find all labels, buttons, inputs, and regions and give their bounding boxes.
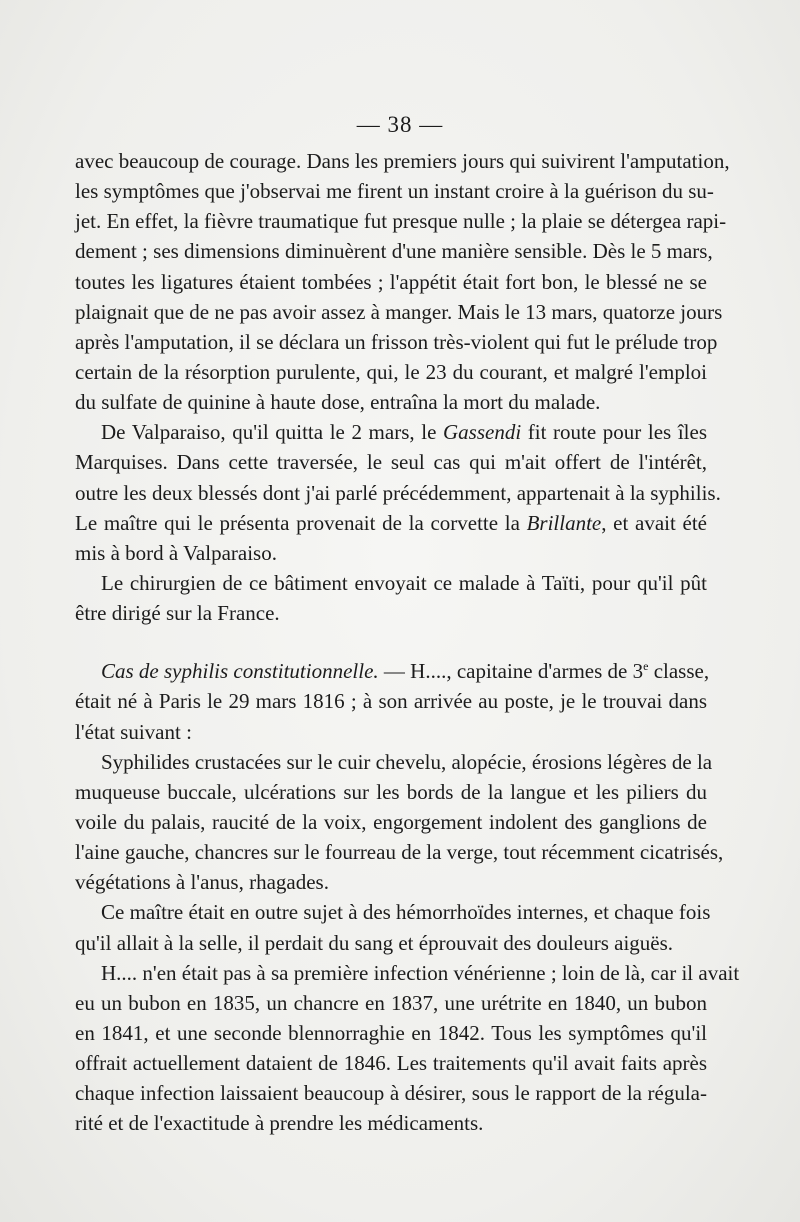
text-line: rité et de l'exactitude à prendre les médicaments. xyxy=(75,1111,484,1136)
page-number: — 38 — xyxy=(356,112,444,137)
paragraph xyxy=(75,656,710,746)
text-line: outre les deux blessés dont j'ai parlé précédemment, appartenait à la syphilis. xyxy=(75,480,721,505)
text-line: avec beaucoup de courage. Dans les premiers jours qui suivirent l'amputation, xyxy=(75,149,730,173)
text-line: après l'amputation, il se déclara un frisson très-violent qui fut le prélude trop xyxy=(75,329,718,354)
text-line: jet. En effet, la fièvre traumatique fut presque nulle ; la plaie se détergea rapi- xyxy=(75,209,727,234)
paragraph xyxy=(75,146,730,417)
text-line: Marquises. Dans cette traversée, le seul cas qui m'ait offert de l'intérêt, xyxy=(75,450,707,475)
text-line: être dirigé sur la France. xyxy=(75,601,280,626)
text-line: offrait actuellement dataient de 1846. Les traitements qu'il avait faits après xyxy=(75,1051,707,1076)
text-line: H.... n'en était pas à sa première infection vénérienne ; loin de là, car il avait xyxy=(101,960,740,985)
body-text xyxy=(75,146,740,1139)
text-line: muqueuse buccale, ulcérations sur les bords de la langue et les piliers du xyxy=(75,779,707,804)
text-line: Ce maître était en outre sujet à des hémorrhoïdes internes, et chaque fois xyxy=(101,900,711,925)
text-line: les symptômes que j'observai me firent un instant croire à la guérison du su- xyxy=(75,179,714,204)
paragraph xyxy=(75,958,740,1139)
text-line: qu'il allait à la selle, il perdait du sang et éprouvait des douleurs aiguës. xyxy=(75,930,674,955)
text-line: De Valparaiso, qu'il quitta le 2 mars, le Gassendi fit route pour les îles xyxy=(101,420,707,445)
paragraph xyxy=(75,897,711,957)
text-line: voile du palais, raucité de la voix, engorgement indolent des ganglions de xyxy=(75,809,707,834)
text-line: mis à bord à Valparaiso. xyxy=(75,540,277,565)
text-line: Le maître qui le présenta provenait de la corvette la Brillante, et avait été xyxy=(75,510,707,535)
text-line: en 1841, et une seconde blennorraghie en 1842. Tous les symptômes qu'il xyxy=(75,1020,707,1045)
text-line: toutes les ligatures étaient tombées ; l'appétit était fort bon, le blessé ne se xyxy=(75,269,707,294)
paragraph-gap xyxy=(75,628,707,656)
paragraph xyxy=(75,568,707,628)
text-line: Cas de syphilis constitutionnelle. — H...., capitaine d'armes de 3e classe, xyxy=(101,659,710,684)
text-line: chaque infection laissaient beaucoup à désirer, sous le rapport de la régula- xyxy=(75,1081,707,1106)
text-line: l'aine gauche, chancres sur le fourreau de la verge, tout récemment cicatrisés, xyxy=(75,840,724,865)
text-line: plaignait que de ne pas avoir assez à manger. Mais le 13 mars, quatorze jours xyxy=(75,299,723,324)
text-line: eu un bubon en 1835, un chancre en 1837, une urétrite en 1840, un bubon xyxy=(75,990,707,1015)
text-line: était né à Paris le 29 mars 1816 ; à son arrivée au poste, je le trouvai dans xyxy=(75,689,707,714)
paragraph xyxy=(75,747,724,898)
text-line: l'état suivant : xyxy=(75,719,192,744)
text-line: du sulfate de quinine à haute dose, entraîna la mort du malade. xyxy=(75,390,601,415)
text-line: certain de la résorption purulente, qui, le 23 du courant, et malgré l'emploi xyxy=(75,359,707,384)
paragraph xyxy=(75,417,721,568)
text-line: végétations à l'anus, rhagades. xyxy=(75,870,329,895)
text-line: Syphilides crustacées sur le cuir chevelu, alopécie, érosions légères de la xyxy=(101,749,713,774)
text-line: dement ; ses dimensions diminuèrent d'une manière sensible. Dès le 5 mars, xyxy=(75,239,713,264)
text-line: Le chirurgien de ce bâtiment envoyait ce malade à Taïti, pour qu'il pût xyxy=(101,570,707,595)
